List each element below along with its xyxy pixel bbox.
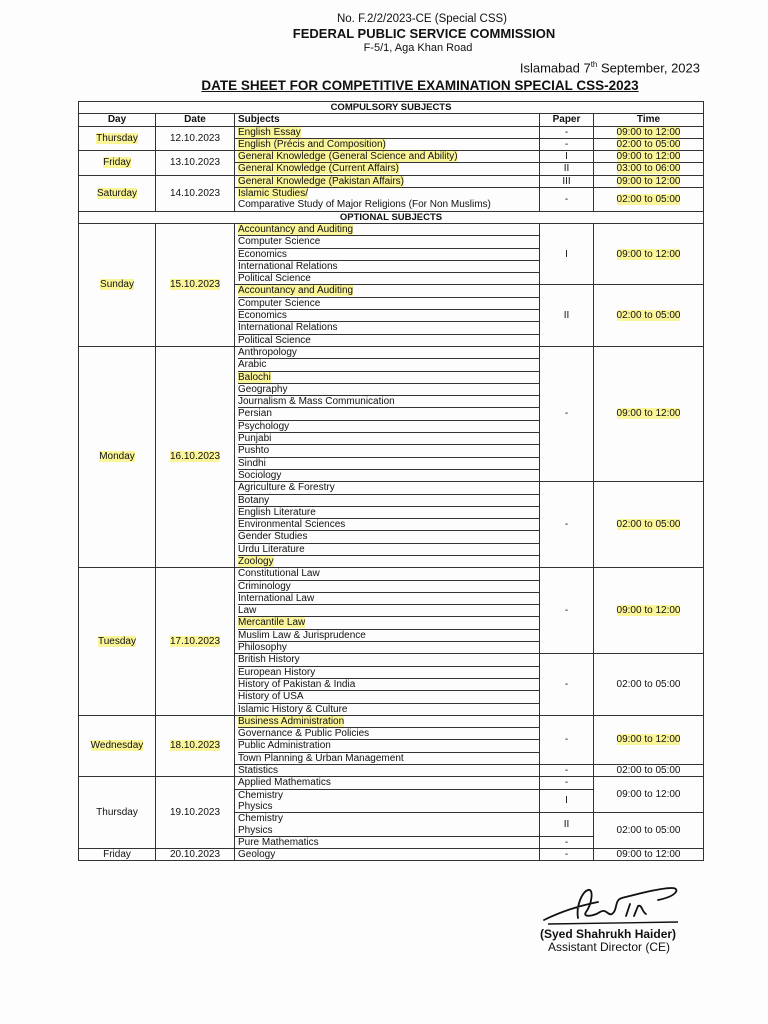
time-cell: 09:00 to 12:00 xyxy=(594,175,704,187)
subject-item: International Relations xyxy=(238,322,539,334)
compulsory-section-row xyxy=(79,102,704,114)
subject-item: Economics xyxy=(238,310,539,322)
subject-cell: Islamic Studies/ Comparative Study of Major Religions (For Non Muslims) xyxy=(235,188,540,212)
subject-item: Geography xyxy=(238,384,539,396)
day-cell: Friday xyxy=(79,151,156,176)
subject-group xyxy=(235,346,540,481)
issue-date: Islamabad 7th September, 2023 xyxy=(519,60,700,76)
compulsory-heading: COMPULSORY SUBJECTS xyxy=(79,102,704,114)
subject-item: Islamic History & Culture xyxy=(238,703,348,715)
time-cell: 09:00 to 12:00 xyxy=(594,568,704,654)
paper-cell: - xyxy=(540,188,594,212)
col-day: Day xyxy=(79,114,156,126)
day-cell: Wednesday xyxy=(79,715,156,776)
table-row xyxy=(79,151,704,163)
subject-item: Zoology xyxy=(238,555,274,567)
subject-item: Political Science xyxy=(238,334,311,346)
subject-item: Sociology xyxy=(238,469,282,481)
subject-item: Accountancy and Auditing xyxy=(238,285,539,297)
subject-cell: General Knowledge (Pakistan Affairs) xyxy=(235,175,540,187)
time-cell: 09:00 to 12:00 xyxy=(594,126,704,138)
time-cell: 09:00 to 12:00 xyxy=(594,849,704,861)
day-cell: Tuesday xyxy=(79,568,156,716)
paper-cell: - xyxy=(540,654,594,715)
subject-item: Punjabi xyxy=(238,433,539,445)
paper-cell: - xyxy=(540,836,594,848)
reference-number: No. F.2/2/2023-CE (Special CSS) xyxy=(336,13,508,25)
subject-cell: Applied Mathematics xyxy=(235,777,540,789)
document-title: DATE SHEET FOR COMPETITIVE EXAMINATION SPECIAL CSS-2023 xyxy=(201,78,639,93)
subject-group xyxy=(235,285,540,346)
time-cell: 09:00 to 12:00 xyxy=(594,715,704,764)
subject-item: Urdu Literature xyxy=(238,544,539,556)
organization-address: F-5/1, Aga Khan Road xyxy=(363,42,473,54)
paper-cell: - xyxy=(540,568,594,654)
time-cell: 02:00 to 05:00 xyxy=(594,482,704,568)
table-row xyxy=(79,849,704,861)
paper-cell: - xyxy=(540,482,594,568)
subject-item: Philosophy xyxy=(238,642,287,654)
paper-cell: II xyxy=(540,285,594,346)
signatory-name: (Syed Shahrukh Haider) xyxy=(540,927,677,941)
subject-item: Pushto xyxy=(238,445,539,457)
time-cell: 09:00 to 12:00 xyxy=(594,346,704,481)
subject-item: Mercantile Law xyxy=(238,617,539,629)
time-cell: 03:00 to 06:00 xyxy=(594,163,704,175)
table-row xyxy=(79,126,704,138)
date-sheet-table xyxy=(78,101,704,861)
subject-item: Business Administration xyxy=(238,716,539,728)
paper-cell: - xyxy=(540,138,594,150)
subject-item: Political Science xyxy=(238,273,311,285)
paper-cell: II xyxy=(540,813,594,837)
subject-item: British History xyxy=(238,654,539,666)
header-row xyxy=(79,114,704,126)
subject-group xyxy=(235,715,540,764)
subject-cell: General Knowledge (Current Affairs) xyxy=(235,163,540,175)
table-row xyxy=(79,175,704,187)
subject-cell: Chemistry Physics xyxy=(235,789,540,813)
col-paper: Paper xyxy=(540,114,594,126)
time-cell: 09:00 to 12:00 xyxy=(594,151,704,163)
subject-group xyxy=(235,223,540,284)
organization-name: FEDERAL PUBLIC SERVICE COMMISSION xyxy=(292,26,556,41)
date-cell: 18.10.2023 xyxy=(156,715,235,776)
date-cell: 13.10.2023 xyxy=(156,151,235,176)
col-time: Time xyxy=(594,114,704,126)
time-cell: 02:00 to 05:00 xyxy=(594,138,704,150)
subject-item: Anthropology xyxy=(238,347,539,359)
paper-cell: - xyxy=(540,777,594,789)
subject-item: History of USA xyxy=(238,691,539,703)
subject-item: Computer Science xyxy=(238,236,539,248)
table-row xyxy=(79,777,704,789)
time-cell: 09:00 to 12:00 xyxy=(594,223,704,284)
subject-cell: Chemistry Physics xyxy=(235,813,540,837)
subject-item: International Law xyxy=(238,593,539,605)
subject-item: Journalism & Mass Communication xyxy=(238,396,539,408)
date-cell: 17.10.2023 xyxy=(156,568,235,716)
time-cell: 02:00 to 05:00 xyxy=(594,654,704,715)
date-cell: 12.10.2023 xyxy=(156,126,235,151)
day-cell: Sunday xyxy=(79,223,156,346)
date-cell: 19.10.2023 xyxy=(156,777,235,849)
table-row xyxy=(79,568,704,654)
day-cell: Thursday xyxy=(79,126,156,151)
subject-item: Sindhi xyxy=(238,458,539,470)
subject-item: History of Pakistan & India xyxy=(238,679,539,691)
col-subjects: Subjects xyxy=(235,114,540,126)
subject-item: English Literature xyxy=(238,507,539,519)
subject-item: Botany xyxy=(238,495,539,507)
paper-cell: - xyxy=(540,765,594,777)
subject-cell: Pure Mathematics xyxy=(235,836,540,848)
subject-item: Agriculture & Forestry xyxy=(238,482,539,494)
subject-cell: English Essay xyxy=(235,126,540,138)
subject-item: Law xyxy=(238,605,539,617)
time-cell: 02:00 to 05:00 xyxy=(594,813,704,849)
time-cell: 02:00 to 05:00 xyxy=(594,285,704,346)
date-cell: 14.10.2023 xyxy=(156,175,235,211)
paper-cell: I xyxy=(540,151,594,163)
table-row xyxy=(79,346,704,481)
subject-item: Gender Studies xyxy=(238,531,539,543)
day-cell: Monday xyxy=(79,346,156,567)
time-cell: 09:00 to 12:00 xyxy=(594,777,704,813)
date-cell: 20.10.2023 xyxy=(156,849,235,861)
paper-cell: - xyxy=(540,849,594,861)
subject-group xyxy=(235,568,540,654)
subject-item: Economics xyxy=(238,249,539,261)
subject-cell: English (Précis and Composition) xyxy=(235,138,540,150)
paper-cell: - xyxy=(540,126,594,138)
paper-cell: III xyxy=(540,175,594,187)
day-cell: Saturday xyxy=(79,175,156,211)
subject-item: European History xyxy=(238,667,539,679)
subject-item: Constitutional Law xyxy=(238,568,539,580)
subject-cell: Geology xyxy=(235,849,540,861)
paper-cell: I xyxy=(540,223,594,284)
table-row xyxy=(79,715,704,764)
paper-cell: - xyxy=(540,346,594,481)
optional-section-row xyxy=(79,211,704,223)
subject-cell: General Knowledge (General Science and Ability) xyxy=(235,151,540,163)
subject-item: Persian xyxy=(238,408,539,420)
optional-heading: OPTIONAL SUBJECTS xyxy=(79,211,704,223)
subject-item: International Relations xyxy=(238,261,539,273)
handwritten-signature xyxy=(538,882,688,928)
subject-item: Muslim Law & Jurisprudence xyxy=(238,630,539,642)
paper-cell: II xyxy=(540,163,594,175)
date-cell: 16.10.2023 xyxy=(156,346,235,567)
subject-item: Environmental Sciences xyxy=(238,519,539,531)
subject-item: Governance & Public Policies xyxy=(238,728,539,740)
paper-cell: - xyxy=(540,715,594,764)
subject-item: Accountancy and Auditing xyxy=(238,224,539,236)
date-cell: 15.10.2023 xyxy=(156,223,235,346)
time-cell: 02:00 to 05:00 xyxy=(594,765,704,777)
col-date: Date xyxy=(156,114,235,126)
subject-item: Town Planning & Urban Management xyxy=(238,752,404,764)
day-cell: Friday xyxy=(79,849,156,861)
signatory-designation: Assistant Director (CE) xyxy=(548,940,671,954)
time-cell: 02:00 to 05:00 xyxy=(594,188,704,212)
subject-item: Arabic xyxy=(238,359,539,371)
subject-item: Balochi xyxy=(238,372,539,384)
day-cell: Thursday xyxy=(79,777,156,849)
table-row xyxy=(79,223,704,284)
subject-cell: Statistics xyxy=(235,765,540,777)
subject-item: Computer Science xyxy=(238,298,539,310)
subject-item: Public Administration xyxy=(238,740,539,752)
subject-item: Psychology xyxy=(238,421,539,433)
subject-group xyxy=(235,654,540,715)
paper-cell: I xyxy=(540,789,594,813)
subject-item: Criminology xyxy=(238,581,539,593)
subject-group xyxy=(235,482,540,568)
